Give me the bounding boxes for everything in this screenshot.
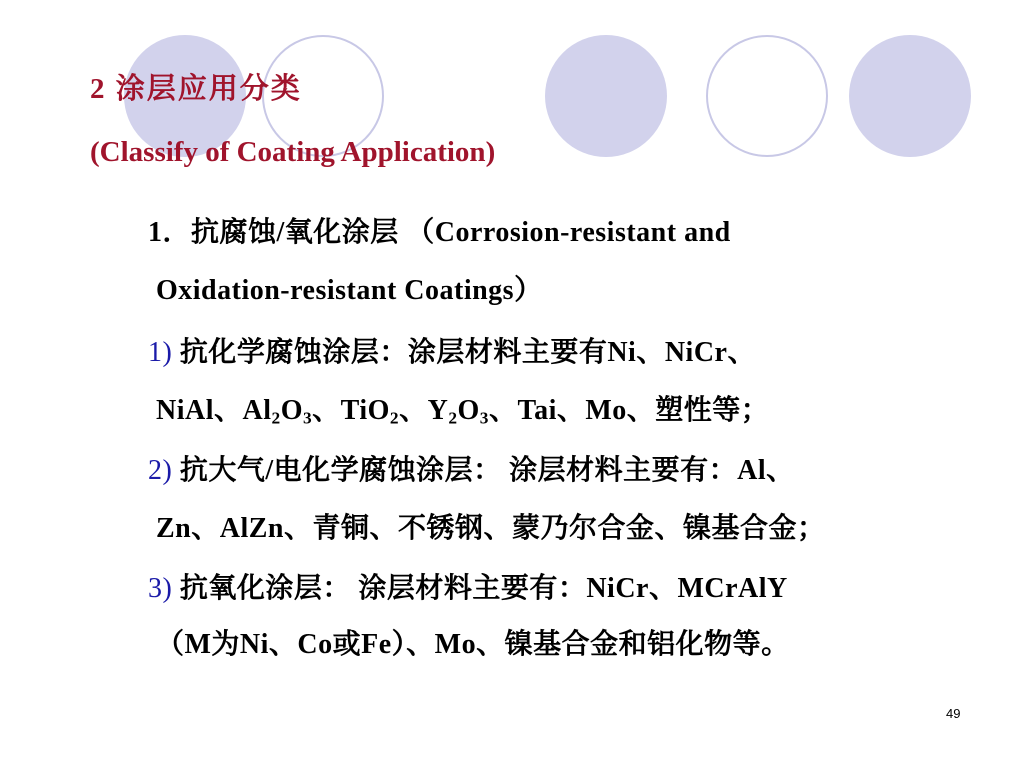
item-1-text: 抗化学腐蚀涂层：涂层材料主要有Ni、NiCr、 <box>179 337 756 368</box>
section-heading-line2: Oxidation-resistant Coatings） <box>156 275 543 306</box>
item-3-number: 3) <box>148 573 173 604</box>
item-2-number: 2) <box>148 455 173 486</box>
decor-circle-5 <box>849 35 971 157</box>
item-2-text: 抗大气/电化学腐蚀涂层： 涂层材料主要有：Al、 <box>179 455 795 486</box>
item-2-line2: Zn、AlZn、青铜、不锈钢、蒙乃尔合金、镍基合金； <box>156 513 826 544</box>
item-3-line1 <box>148 566 788 606</box>
item-1-line1 <box>148 330 756 370</box>
item-2-line1 <box>148 448 795 488</box>
item-3-line2: （M为Ni、Co或Fe）、Mo、镍基合金和铝化物等。 <box>156 629 790 660</box>
section-heading-line1: 1．抗腐蚀/氧化涂层 （Corrosion-resistant and <box>148 217 731 248</box>
item-3-text: 抗氧化涂层： 涂层材料主要有：NiCr、MCrAlY <box>179 573 788 604</box>
slide-title-english: (Classify of Coating Application) <box>90 136 496 168</box>
item-1-number: 1) <box>148 337 173 368</box>
decor-circle-3 <box>545 35 667 157</box>
decor-circle-4 <box>706 35 828 157</box>
item-1-line2: NiAl、$Al_2O_3$、TiO$_2$、$Y_2O_3$、Tai、Mo、塑性等； <box>156 395 770 428</box>
page-number: 49 <box>946 706 961 721</box>
slide-title-chinese: 2 涂层应用分类 <box>90 73 302 105</box>
